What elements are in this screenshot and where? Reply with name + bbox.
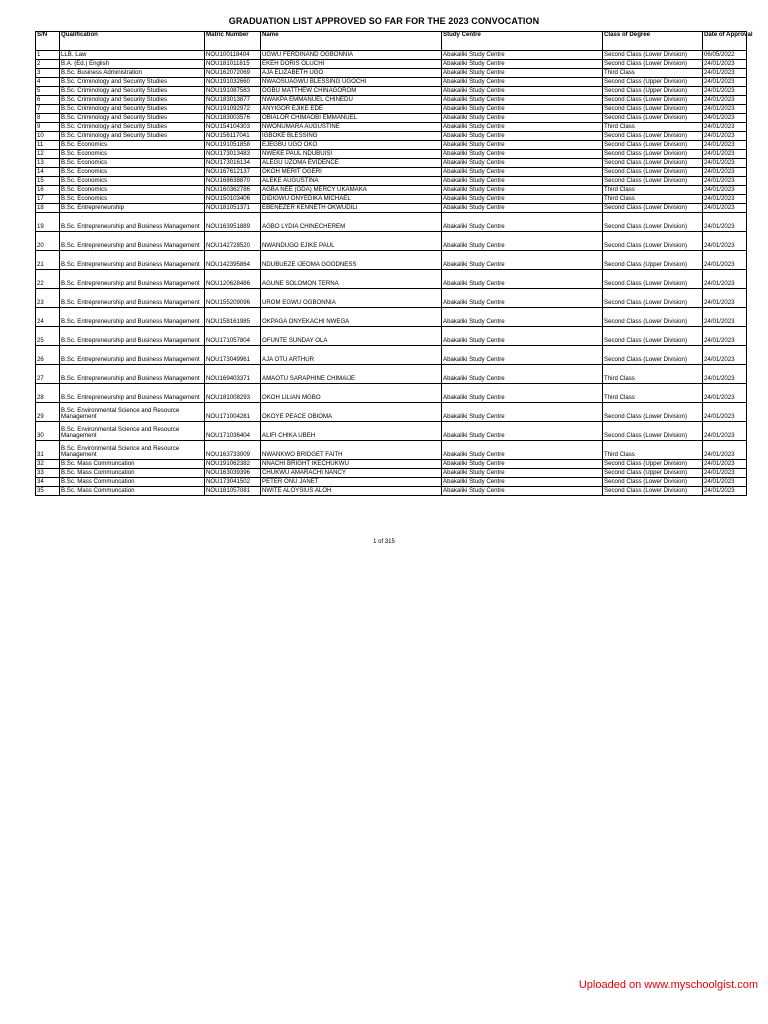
- cell-class-of-degree: Second Class (Lower Division): [603, 204, 703, 213]
- cell-study-centre: Abakaliki Study Centre: [442, 105, 603, 114]
- cell-date-of-approval: 24/01/2023: [703, 168, 747, 177]
- cell-sn: 12: [36, 150, 60, 159]
- cell-date-of-approval: 24/01/2023: [703, 114, 747, 123]
- cell-qualification: B.Sc. Entrepreneurship and Business Management: [60, 289, 205, 308]
- cell-study-centre: Abakaliki Study Centre: [442, 96, 603, 105]
- cell-matric-number: NOU173041502: [205, 478, 261, 487]
- cell-sn: 11: [36, 141, 60, 150]
- cell-qualification: B.Sc. Criminology and Security Studies: [60, 105, 205, 114]
- cell-name: ANYIGOR EJIKE EDE: [261, 105, 442, 114]
- cell-date-of-approval: 24/01/2023: [703, 365, 747, 384]
- cell-matric-number: NOU181008293: [205, 384, 261, 403]
- cell-study-centre: Abakaliki Study Centre: [442, 251, 603, 270]
- cell-qualification: B.Sc. Mass Communcation: [60, 487, 205, 496]
- cell-date-of-approval: 24/01/2023: [703, 346, 747, 365]
- cell-qualification: B.Sc. Economics: [60, 141, 205, 150]
- cell-study-centre: Abakaliki Study Centre: [442, 478, 603, 487]
- cell-sn: 10: [36, 132, 60, 141]
- cell-name: PETER ONU JANET: [261, 478, 442, 487]
- table-row: [36, 289, 747, 308]
- cell-class-of-degree: Second Class (Lower Division): [603, 232, 703, 251]
- table-row: [36, 177, 747, 186]
- header-class-of-degree: Class of Degree: [603, 32, 703, 51]
- cell-class-of-degree: Third Class: [603, 384, 703, 403]
- table-row: [36, 346, 747, 365]
- cell-matric-number: NOU167612137: [205, 168, 261, 177]
- table-row: [36, 132, 747, 141]
- cell-sn: 6: [36, 96, 60, 105]
- cell-matric-number: NOU171036404: [205, 422, 261, 441]
- cell-name: NWANKWO BRIDGET FAITH: [261, 441, 442, 460]
- table-row: [36, 204, 747, 213]
- cell-study-centre: Abakaliki Study Centre: [442, 186, 603, 195]
- cell-sn: 9: [36, 123, 60, 132]
- cell-qualification: B.Sc. Economics: [60, 195, 205, 204]
- cell-name: ALEKE AUGUSTINA: [261, 177, 442, 186]
- table-row: [36, 114, 747, 123]
- cell-name: NWONUMARA AUGUSTINE: [261, 123, 442, 132]
- cell-matric-number: NOU191092972: [205, 105, 261, 114]
- cell-sn: 32: [36, 460, 60, 469]
- cell-class-of-degree: Second Class (Lower Division): [603, 213, 703, 232]
- cell-study-centre: Abakaliki Study Centre: [442, 308, 603, 327]
- cell-date-of-approval: 24/01/2023: [703, 186, 747, 195]
- cell-qualification: B.Sc. Entrepreneurship and Business Management: [60, 232, 205, 251]
- cell-matric-number: NOU173049961: [205, 346, 261, 365]
- cell-class-of-degree: Second Class (Lower Division): [603, 422, 703, 441]
- table-row: [36, 270, 747, 289]
- cell-date-of-approval: 24/01/2023: [703, 478, 747, 487]
- cell-class-of-degree: Third Class: [603, 69, 703, 78]
- cell-study-centre: Abakaliki Study Centre: [442, 150, 603, 159]
- cell-class-of-degree: Second Class (Lower Division): [603, 478, 703, 487]
- cell-study-centre: Abakaliki Study Centre: [442, 132, 603, 141]
- cell-name: OBIALOR CHIMAOBI EMMANUEL: [261, 114, 442, 123]
- cell-study-centre: Abakaliki Study Centre: [442, 487, 603, 496]
- cell-qualification: B.Sc. Entrepreneurship and Business Management: [60, 384, 205, 403]
- cell-qualification: B.A. (Ed.) English: [60, 60, 205, 69]
- cell-name: NWANDUGO EJIKE PAUL: [261, 232, 442, 251]
- cell-sn: 7: [36, 105, 60, 114]
- table-row: [36, 422, 747, 441]
- cell-class-of-degree: Second Class (Lower Division): [603, 60, 703, 69]
- cell-study-centre: Abakaliki Study Centre: [442, 403, 603, 422]
- cell-date-of-approval: 24/01/2023: [703, 469, 747, 478]
- cell-name: EKEH DORIS OLUCHI: [261, 60, 442, 69]
- cell-name: AGBA NEE (ODA) MERCY UKAMAKA: [261, 186, 442, 195]
- cell-class-of-degree: Third Class: [603, 123, 703, 132]
- cell-date-of-approval: 24/01/2023: [703, 150, 747, 159]
- graduation-table: [35, 31, 753, 496]
- table-row: [36, 141, 747, 150]
- cell-qualification: B.Sc. Entrepreneurship: [60, 204, 205, 213]
- cell-study-centre: Abakaliki Study Centre: [442, 69, 603, 78]
- cell-study-centre: Abakaliki Study Centre: [442, 270, 603, 289]
- cell-qualification: B.Sc. Criminology and Security Studies: [60, 87, 205, 96]
- cell-class-of-degree: Second Class (Lower Division): [603, 150, 703, 159]
- cell-date-of-approval: 06/05/2022: [703, 51, 747, 60]
- cell-sn: 24: [36, 308, 60, 327]
- cell-qualification: B.Sc. Criminology and Security Studies: [60, 123, 205, 132]
- cell-study-centre: Abakaliki Study Centre: [442, 177, 603, 186]
- cell-study-centre: Abakaliki Study Centre: [442, 123, 603, 132]
- cell-name: OKOH MERIT OGERI: [261, 168, 442, 177]
- cell-class-of-degree: Second Class (Upper Division): [603, 469, 703, 478]
- cell-date-of-approval: 24/01/2023: [703, 60, 747, 69]
- cell-qualification: B.Sc. Criminology and Security Studies: [60, 96, 205, 105]
- cell-date-of-approval: 24/01/2023: [703, 78, 747, 87]
- cell-name: EJEGBU UGO OKO: [261, 141, 442, 150]
- cell-qualification: B.Sc. Environmental Science and Resource Management: [60, 441, 205, 460]
- cell-name: OFUNTE SUNDAY OLA: [261, 327, 442, 346]
- cell-name: UGWU FERDINAND OGBONNIA: [261, 51, 442, 60]
- header-qualification: Qualification: [60, 32, 205, 51]
- cell-name: UROM EGWU OGBONNIA: [261, 289, 442, 308]
- cell-date-of-approval: 24/01/2023: [703, 487, 747, 496]
- cell-name: AJA OTU ARTHUR: [261, 346, 442, 365]
- cell-date-of-approval: 24/01/2023: [703, 177, 747, 186]
- cell-matric-number: NOU169403371: [205, 365, 261, 384]
- cell-date-of-approval: 24/01/2023: [703, 270, 747, 289]
- cell-name: IGBOKE BLESSING: [261, 132, 442, 141]
- cell-qualification: B.Sc. Entrepreneurship and Business Management: [60, 251, 205, 270]
- cell-study-centre: Abakaliki Study Centre: [442, 460, 603, 469]
- cell-class-of-degree: Second Class (Lower Division): [603, 168, 703, 177]
- table-row: [36, 232, 747, 251]
- cell-qualification: B.Sc. Mass Communcation: [60, 469, 205, 478]
- cell-name: NWITE ALOYSIUS ALOH: [261, 487, 442, 496]
- cell-class-of-degree: Second Class (Lower Division): [603, 346, 703, 365]
- cell-qualification: B.Sc. Criminology and Security Studies: [60, 114, 205, 123]
- cell-study-centre: Abakaliki Study Centre: [442, 469, 603, 478]
- cell-study-centre: Abakaliki Study Centre: [442, 422, 603, 441]
- cell-date-of-approval: 24/01/2023: [703, 159, 747, 168]
- cell-sn: 4: [36, 78, 60, 87]
- cell-study-centre: Abakaliki Study Centre: [442, 346, 603, 365]
- cell-matric-number: NOU181051371: [205, 204, 261, 213]
- cell-qualification: LLB. Law: [60, 51, 205, 60]
- cell-class-of-degree: Third Class: [603, 195, 703, 204]
- header-sn: S/N: [36, 32, 60, 51]
- cell-matric-number: NOU100118404: [205, 51, 261, 60]
- cell-date-of-approval: 24/01/2023: [703, 308, 747, 327]
- cell-date-of-approval: 24/01/2023: [703, 441, 747, 460]
- cell-matric-number: NOU162072069: [205, 69, 261, 78]
- cell-study-centre: Abakaliki Study Centre: [442, 87, 603, 96]
- cell-date-of-approval: 24/01/2023: [703, 69, 747, 78]
- cell-class-of-degree: Second Class (Lower Division): [603, 132, 703, 141]
- cell-sn: 2: [36, 60, 60, 69]
- cell-sn: 30: [36, 422, 60, 441]
- cell-name: AJA ELIZABETH UGO: [261, 69, 442, 78]
- cell-qualification: B.Sc. Economics: [60, 159, 205, 168]
- table-row: [36, 150, 747, 159]
- cell-class-of-degree: Second Class (Lower Division): [603, 159, 703, 168]
- cell-study-centre: Abakaliki Study Centre: [442, 365, 603, 384]
- table-row: [36, 460, 747, 469]
- cell-study-centre: Abakaliki Study Centre: [442, 141, 603, 150]
- cell-matric-number: NOU181057081: [205, 487, 261, 496]
- cell-matric-number: NOU156117041: [205, 132, 261, 141]
- cell-sn: 20: [36, 232, 60, 251]
- cell-sn: 35: [36, 487, 60, 496]
- table-row: [36, 478, 747, 487]
- cell-matric-number: NOU183003576: [205, 114, 261, 123]
- cell-name: ALEGU UZOMA EVIDENCE: [261, 159, 442, 168]
- cell-name: OKOH LILIAN MGBO: [261, 384, 442, 403]
- cell-sn: 8: [36, 114, 60, 123]
- header-date-of-approval: Date of Approval: [703, 32, 747, 51]
- cell-class-of-degree: Second Class (Lower Division): [603, 114, 703, 123]
- cell-matric-number: NOU142728520: [205, 232, 261, 251]
- cell-study-centre: Abakaliki Study Centre: [442, 213, 603, 232]
- cell-qualification: B.Sc. Entrepreneurship and Business Management: [60, 327, 205, 346]
- cell-study-centre: Abakaliki Study Centre: [442, 204, 603, 213]
- table-row: [36, 251, 747, 270]
- cell-sn: 27: [36, 365, 60, 384]
- table-row: [36, 96, 747, 105]
- cell-name: OKOYE PEACE OBIOMA: [261, 403, 442, 422]
- cell-name: OGBU MATTHEW CHINAGOROM: [261, 87, 442, 96]
- cell-qualification: B.Sc. Economics: [60, 150, 205, 159]
- cell-name: ALIFI CHIKA UBEH: [261, 422, 442, 441]
- cell-sn: 16: [36, 186, 60, 195]
- cell-sn: 34: [36, 478, 60, 487]
- table-row: [36, 105, 747, 114]
- cell-sn: 25: [36, 327, 60, 346]
- cell-study-centre: Abakaliki Study Centre: [442, 159, 603, 168]
- table-row: [36, 186, 747, 195]
- cell-date-of-approval: 24/01/2023: [703, 384, 747, 403]
- cell-sn: 19: [36, 213, 60, 232]
- cell-qualification: B.Sc. Economics: [60, 177, 205, 186]
- cell-class-of-degree: Second Class (Lower Division): [603, 289, 703, 308]
- cell-name: NWAOSUAGWU BLESSING UGOCHI: [261, 78, 442, 87]
- cell-matric-number: NOU191051858: [205, 141, 261, 150]
- cell-qualification: B.Sc. Environmental Science and Resource Management: [60, 403, 205, 422]
- table-row: [36, 60, 747, 69]
- cell-study-centre: Abakaliki Study Centre: [442, 195, 603, 204]
- cell-date-of-approval: 24/01/2023: [703, 460, 747, 469]
- cell-class-of-degree: Second Class (Lower Division): [603, 96, 703, 105]
- cell-matric-number: NOU150103406: [205, 195, 261, 204]
- page-title: GRADUATION LIST APPROVED SO FAR FOR THE 2023 CONVOCATION: [228, 16, 540, 26]
- cell-sn: 26: [36, 346, 60, 365]
- table-row: [36, 365, 747, 384]
- cell-matric-number: NOU171057804: [205, 327, 261, 346]
- cell-class-of-degree: Third Class: [603, 186, 703, 195]
- cell-date-of-approval: 24/01/2023: [703, 96, 747, 105]
- cell-matric-number: NOU183013877: [205, 96, 261, 105]
- cell-study-centre: Abakaliki Study Centre: [442, 441, 603, 460]
- table-row: [36, 159, 747, 168]
- table-row: [36, 441, 747, 460]
- cell-sn: 28: [36, 384, 60, 403]
- cell-date-of-approval: 24/01/2023: [703, 232, 747, 251]
- table-header-row: [36, 32, 747, 51]
- cell-class-of-degree: Second Class (Lower Division): [603, 270, 703, 289]
- cell-study-centre: Abakaliki Study Centre: [442, 232, 603, 251]
- cell-date-of-approval: 24/01/2023: [703, 289, 747, 308]
- table-row: [36, 168, 747, 177]
- cell-date-of-approval: 24/01/2023: [703, 251, 747, 270]
- cell-date-of-approval: 24/01/2023: [703, 422, 747, 441]
- cell-matric-number: NOU163039396: [205, 469, 261, 478]
- cell-date-of-approval: 24/01/2023: [703, 213, 747, 232]
- table-body: [36, 51, 747, 496]
- cell-date-of-approval: 24/01/2023: [703, 327, 747, 346]
- cell-matric-number: NOU158161985: [205, 308, 261, 327]
- cell-matric-number: NOU163733009: [205, 441, 261, 460]
- cell-study-centre: Abakaliki Study Centre: [442, 51, 603, 60]
- table-row: [36, 78, 747, 87]
- cell-date-of-approval: 24/01/2023: [703, 403, 747, 422]
- cell-matric-number: NOU168638870: [205, 177, 261, 186]
- cell-class-of-degree: Second Class (Lower Division): [603, 177, 703, 186]
- cell-name: NNACHI BRIGHT IKECHUKWU: [261, 460, 442, 469]
- cell-class-of-degree: Second Class (Upper Division): [603, 87, 703, 96]
- cell-sn: 22: [36, 270, 60, 289]
- upload-source-note: Uploaded on www.myschoolgist.com: [578, 979, 758, 991]
- page-number: 1 of 315: [373, 539, 395, 545]
- table-row: [36, 327, 747, 346]
- cell-matric-number: NOU173016134: [205, 159, 261, 168]
- cell-date-of-approval: 24/01/2023: [703, 141, 747, 150]
- cell-matric-number: NOU191087583: [205, 87, 261, 96]
- cell-class-of-degree: Third Class: [603, 365, 703, 384]
- cell-sn: 33: [36, 469, 60, 478]
- cell-matric-number: NOU160362786: [205, 186, 261, 195]
- table-row: [36, 195, 747, 204]
- cell-date-of-approval: 24/01/2023: [703, 132, 747, 141]
- cell-matric-number: NOU154104303: [205, 123, 261, 132]
- cell-sn: 13: [36, 159, 60, 168]
- cell-class-of-degree: Second Class (Upper Division): [603, 251, 703, 270]
- cell-class-of-degree: Second Class (Upper Division): [603, 78, 703, 87]
- cell-class-of-degree: Second Class (Lower Division): [603, 327, 703, 346]
- cell-qualification: B.Sc. Business Administration: [60, 69, 205, 78]
- cell-sn: 18: [36, 204, 60, 213]
- cell-matric-number: NOU163951889: [205, 213, 261, 232]
- cell-qualification: B.Sc. Economics: [60, 186, 205, 195]
- cell-qualification: B.Sc. Entrepreneurship and Business Management: [60, 308, 205, 327]
- cell-study-centre: Abakaliki Study Centre: [442, 384, 603, 403]
- cell-sn: 1: [36, 51, 60, 60]
- cell-qualification: B.Sc. Mass Communcation: [60, 460, 205, 469]
- cell-name: AGUNE SOLOMON TERNA: [261, 270, 442, 289]
- cell-matric-number: NOU191062382: [205, 460, 261, 469]
- cell-study-centre: Abakaliki Study Centre: [442, 114, 603, 123]
- cell-qualification: B.Sc. Mass Communcation: [60, 478, 205, 487]
- cell-sn: 5: [36, 87, 60, 96]
- cell-study-centre: Abakaliki Study Centre: [442, 289, 603, 308]
- cell-name: NDUBUEZE IJEOMA GOODNESS: [261, 251, 442, 270]
- cell-matric-number: NOU142395864: [205, 251, 261, 270]
- cell-name: OKPAGA ONYEKACHI NWEGA: [261, 308, 442, 327]
- cell-name: EBENEZER KENNETH OKWUDILI: [261, 204, 442, 213]
- cell-class-of-degree: Second Class (Lower Division): [603, 487, 703, 496]
- header-name: Name: [261, 32, 442, 51]
- cell-matric-number: NOU171004281: [205, 403, 261, 422]
- table-row: [36, 384, 747, 403]
- cell-date-of-approval: 24/01/2023: [703, 204, 747, 213]
- cell-name: NWAKPA EMMANUEL CHINEDU: [261, 96, 442, 105]
- cell-date-of-approval: 24/01/2023: [703, 123, 747, 132]
- cell-matric-number: NOU173013483: [205, 150, 261, 159]
- cell-date-of-approval: 24/01/2023: [703, 195, 747, 204]
- header-study-centre: Study Centre: [442, 32, 603, 51]
- table-row: [36, 487, 747, 496]
- cell-class-of-degree: Second Class (Lower Division): [603, 105, 703, 114]
- table-row: [36, 213, 747, 232]
- cell-qualification: B.Sc. Environmental Science and Resource Management: [60, 422, 205, 441]
- cell-sn: 17: [36, 195, 60, 204]
- cell-date-of-approval: 24/01/2023: [703, 105, 747, 114]
- cell-class-of-degree: Second Class (Upper Division): [603, 460, 703, 469]
- cell-study-centre: Abakaliki Study Centre: [442, 60, 603, 69]
- cell-matric-number: NOU191032660: [205, 78, 261, 87]
- cell-class-of-degree: Second Class (Lower Division): [603, 403, 703, 422]
- cell-sn: 15: [36, 177, 60, 186]
- cell-matric-number: NOU181011815: [205, 60, 261, 69]
- cell-study-centre: Abakaliki Study Centre: [442, 78, 603, 87]
- cell-qualification: B.Sc. Criminology and Security Studies: [60, 78, 205, 87]
- cell-name: AMAOTU SARAPHINE CHIMAIJE: [261, 365, 442, 384]
- cell-class-of-degree: Second Class (Lower Division): [603, 141, 703, 150]
- cell-sn: 31: [36, 441, 60, 460]
- cell-sn: 23: [36, 289, 60, 308]
- cell-name: NWEKE PAUL NDUBUISI: [261, 150, 442, 159]
- cell-name: CHUKWU AMARACHI NANCY: [261, 469, 442, 478]
- table-row: [36, 308, 747, 327]
- cell-matric-number: NOU155209096: [205, 289, 261, 308]
- cell-sn: 3: [36, 69, 60, 78]
- cell-qualification: B.Sc. Entrepreneurship and Business Management: [60, 365, 205, 384]
- cell-sn: 29: [36, 403, 60, 422]
- cell-study-centre: Abakaliki Study Centre: [442, 327, 603, 346]
- cell-name: AGBO LYDIA CHINECHEREM: [261, 213, 442, 232]
- cell-qualification: B.Sc. Entrepreneurship and Business Management: [60, 270, 205, 289]
- cell-qualification: B.Sc. Entrepreneurship and Business Management: [60, 213, 205, 232]
- table-row: [36, 403, 747, 422]
- table-row: [36, 123, 747, 132]
- cell-qualification: B.Sc. Entrepreneurship and Business Management: [60, 346, 205, 365]
- table-row: [36, 51, 747, 60]
- cell-class-of-degree: Third Class: [603, 441, 703, 460]
- table-row: [36, 87, 747, 96]
- cell-name: DIDIGWU ONYEDIKA MICHAEL: [261, 195, 442, 204]
- header-matric-number: Matric Number: [205, 32, 261, 51]
- cell-qualification: B.Sc. Criminology and Security Studies: [60, 132, 205, 141]
- cell-class-of-degree: Second Class (Lower Division): [603, 51, 703, 60]
- cell-class-of-degree: Second Class (Lower Division): [603, 308, 703, 327]
- cell-date-of-approval: 24/01/2023: [703, 87, 747, 96]
- cell-sn: 14: [36, 168, 60, 177]
- cell-study-centre: Abakaliki Study Centre: [442, 168, 603, 177]
- table-row: [36, 469, 747, 478]
- cell-qualification: B.Sc. Economics: [60, 168, 205, 177]
- cell-sn: 21: [36, 251, 60, 270]
- cell-matric-number: NOU120628486: [205, 270, 261, 289]
- table-row: [36, 69, 747, 78]
